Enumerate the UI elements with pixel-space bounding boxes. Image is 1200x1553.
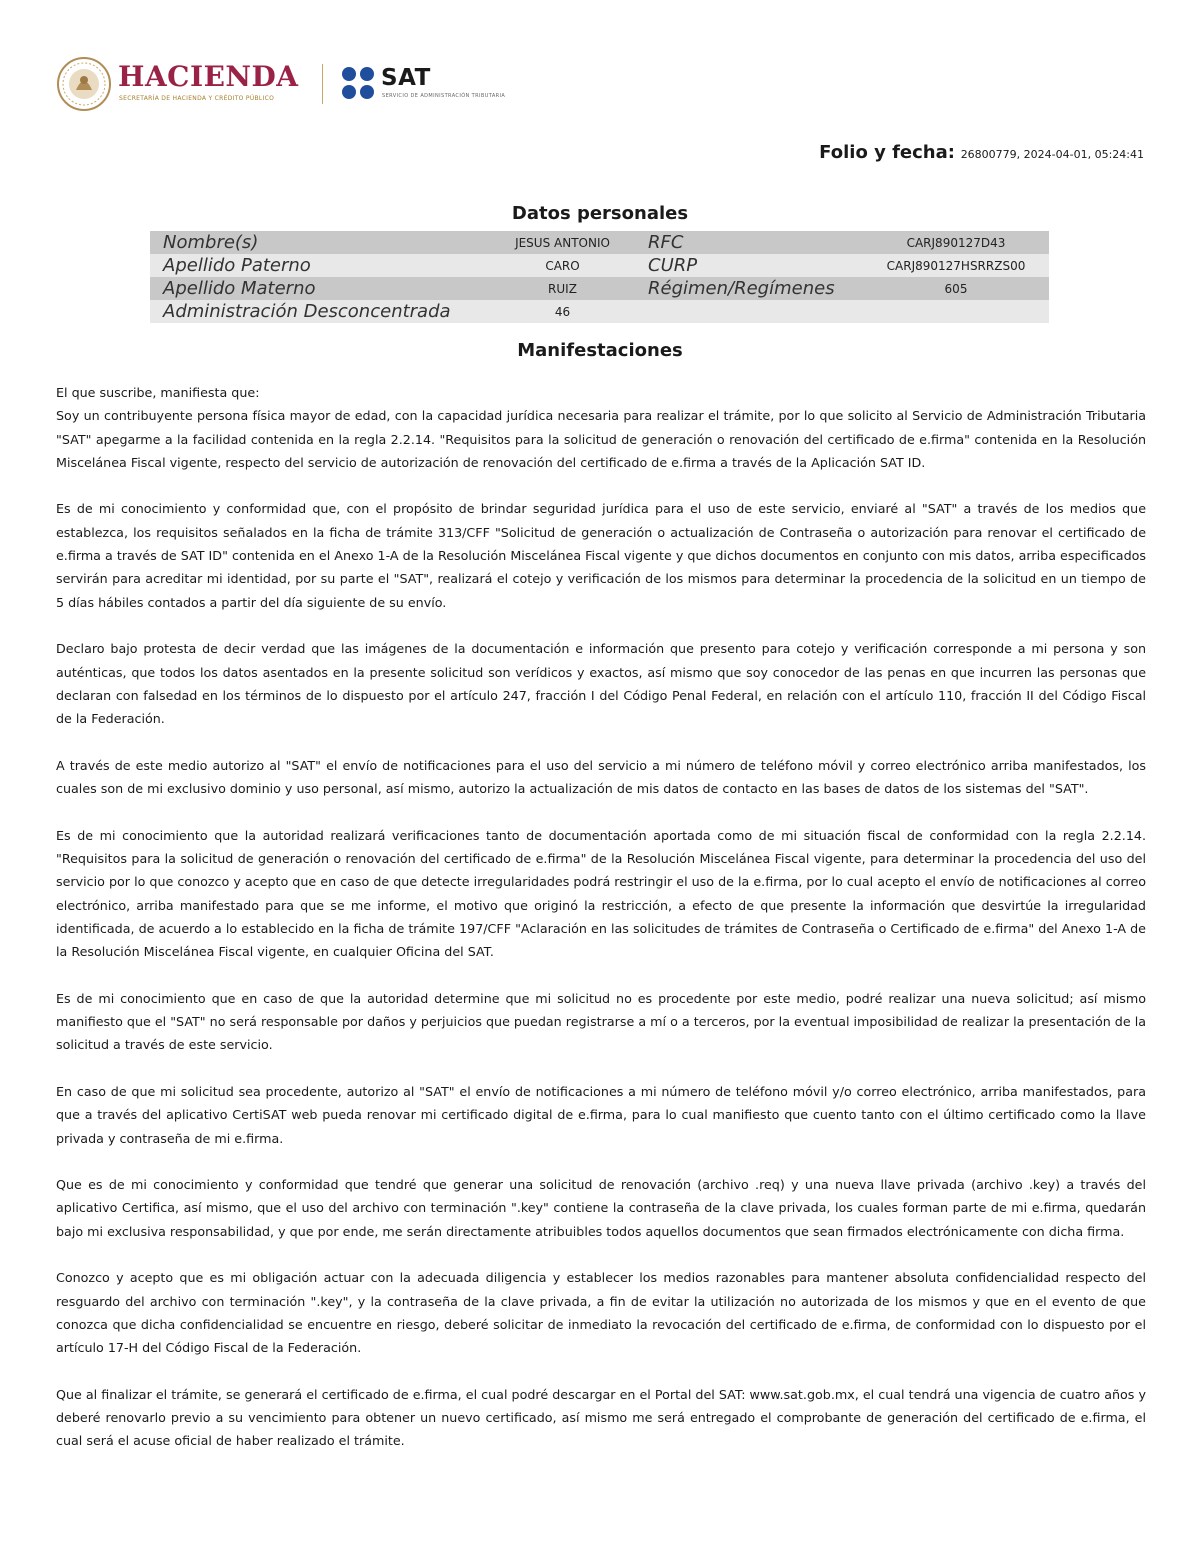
- paragraph: En caso de que mi solicitud sea procedente, autorizo al "SAT" el envío de notificaciones a mi número de teléfono móvil y/o correo electrónico, arriba manifestados, para que a través del aplicativo CertiSAT web pueda renovar mi certificado digital de e.firma, para lo cual manifiesto que cuento tanto con el último certificado como la llave privada y contraseña de mi e.firma.: [56, 1083, 1146, 1146]
- paragraph: Que al finalizar el trámite, se generará el certificado de e.firma, el cual podré descargar en el Portal del SAT: www.sat.gob.mx, el cual tendrá una vigencia de cuatro años y deberé renovarlo previo a su vencimiento para obtener un nuevo certificado, así mismo me será entregado el comprobante de generación del certificado de e.firma, el cual será el acuse oficial de haber realizado el trámite.: [56, 1386, 1146, 1449]
- paragraph: Es de mi conocimiento que en caso de que la autoridad determine que mi solicitud no es procedente por este medio, podré realizar una nueva solicitud; así mismo manifiesto que el "SAT" no será responsable por daños y perjuicios que puedan registrarse a mí o a terceros, por la eventual imposibilidad de realizar la presentación de la solicitud a través de este servicio.: [56, 990, 1146, 1053]
- regimen-label: Régimen/Regímenes: [635, 277, 863, 300]
- administracion-label: Administración Desconcentrada: [150, 300, 490, 323]
- table-row: [150, 300, 1049, 323]
- header-divider: [322, 64, 323, 104]
- sat-logo-icon: [340, 66, 378, 100]
- empty-label: [635, 300, 863, 323]
- datos-personales-table: [150, 231, 1049, 323]
- sat-logo-subtitle: SERVICIO DE ADMINISTRACIÓN TRIBUTARIA: [382, 93, 506, 99]
- manifestaciones-intro: El que suscribe, manifiesta que:: [56, 385, 260, 400]
- manifestaciones-body: [56, 381, 1146, 1476]
- apellido-materno-value: RUIZ: [490, 277, 635, 300]
- folio-fecha: [819, 142, 1144, 163]
- folio-value: 26800779, 2024-04-01, 05:24:41: [960, 148, 1144, 161]
- document-header: [56, 56, 556, 112]
- table-row: [150, 254, 1049, 277]
- datos-personales-title: Datos personales: [511, 203, 689, 224]
- table-row: [150, 277, 1049, 300]
- apellido-paterno-value: CARO: [490, 254, 635, 277]
- curp-label: CURP: [635, 254, 863, 277]
- folio-label: Folio y fecha:: [819, 142, 955, 163]
- rfc-value: CARJ890127D43: [863, 231, 1049, 254]
- paragraph: Conozco y acepto que es mi obligación actuar con la adecuada diligencia y establecer los medios razonables para mantener absoluta confidencialidad respecto del resguardo del archivo con terminación ".key", y la contraseña de la clave privada, a fin de evitar la utilización no autorizada de los mismos y que en el evento de que conozca que dicha confidencialidad se encuentre en riesgo, deberé solicitar de inmediato la revocación del certificado de e.firma, de conformidad con lo dispuesto por el artículo 17-H del Código Fiscal de la Federación.: [56, 1270, 1146, 1356]
- sat-logo-text: SAT: [381, 65, 431, 91]
- paragraph: Que es de mi conocimiento y conformidad que tendré que generar una solicitud de renovación (archivo .req) y una nueva llave privada (archivo .key) a través del aplicativo Certifica, así mismo, que el uso del archivo con terminación ".key" contiene la contraseña de la clave privada, los cuales forman parte de mi e.firma, quedarán bajo mi exclusiva responsabilidad, y que por ende, me serán directamente atribuibles todos aquellos documentos que sean firmados electrónicamente con dicha firma.: [56, 1177, 1146, 1239]
- regimen-value: 605: [863, 277, 1049, 300]
- manifestaciones-title: Manifestaciones: [517, 340, 683, 361]
- table-row: [150, 231, 1049, 254]
- apellido-paterno-label: Apellido Paterno: [150, 254, 490, 277]
- administracion-value: 46: [490, 300, 635, 323]
- national-seal-icon: [56, 56, 112, 112]
- paragraph: A través de este medio autorizo al "SAT" el envío de notificaciones para el uso del servicio a mi número de teléfono móvil y correo electrónico arriba manifestados, los cuales son de mi exclusivo dominio y uso personal, así mismo, autorizo la actualización de mis datos de contacto en las bases de datos de los sistemas del "SAT".: [56, 757, 1146, 797]
- curp-value: CARJ890127HSRRZS00: [863, 254, 1049, 277]
- empty-value: [863, 300, 1049, 323]
- apellido-materno-label: Apellido Materno: [150, 277, 490, 300]
- paragraph: Es de mi conocimiento que la autoridad realizará verificaciones tanto de documentación aportada como de mi situación fiscal de conformidad con la regla 2.2.14. "Requisitos para la solicitud de generación o renovación del certificado de e.firma" de la Resolución Miscelánea Fiscal vigente, para determinar la procedencia del uso del servicio por lo que conozco y acepto que en caso de que detecte irregularidades podrá restringir el uso de la e.firma, por lo cual acepto el envío de notificaciones al correo electrónico, arriba manifestado para que se me informe, el motivo que originó la restricción, a efecto de que presente la información que desvirtúe la irregularidad identificada, de acuerdo a lo establecido en la ficha de trámite 197/CFF "Aclaración en las solicitudes de trámites de Contraseña o Certificado de e.firma" del Anexo 1-A de la Resolución Miscelánea Fiscal vigente, en cualquier Oficina del SAT.: [56, 827, 1146, 960]
- nombre-label: Nombre(s): [150, 231, 490, 254]
- hacienda-logo-subtitle: SECRETARÍA DE HACIENDA Y CRÉDITO PÚBLICO: [119, 95, 275, 102]
- paragraph: Es de mi conocimiento y conformidad que, con el propósito de brindar seguridad jurídica para el uso de este servicio, enviaré al "SAT" a través de los medios que establezca, los requisitos señalados en la ficha de trámite 313/CFF "Solicitud de generación o actualización de Contraseña o autorización para renovar el certificado de e.firma a través de SAT ID" contenida en el Anexo 1-A de la Resolución Miscelánea Fiscal vigente y que dichos documentos en conjunto con mis datos, arriba especificados servirán para acreditar mi identidad, por su parte el "SAT", realizará el cotejo y verificación de los mismos para determinar la procedencia de la solicitud en un tiempo de 5 días hábiles contados a partir del día siguiente de su envío.: [56, 501, 1146, 610]
- paragraph: Soy un contribuyente persona física mayor de edad, con la capacidad jurídica necesaria para realizar el trámite, por lo que solicito al Servicio de Administración Tributaria "SAT" apegarme a la facilidad contenida en la regla 2.2.14. "Requisitos para la solicitud de generación o renovación del certificado de e.firma" contenida en la Resolución Miscelánea Fiscal vigente, respecto del servicio de autorización de renovación del certificado de e.firma a través de la Aplicación SAT ID.: [56, 408, 1146, 470]
- paragraph: Declaro bajo protesta de decir verdad que las imágenes de la documentación e información que presento para cotejo y verificación corresponde a mi persona y son auténticas, que todos los datos asentados en la presente solicitud son verídicos y exactos, así mismo que soy conocedor de las penas en que incurren las personas que declaran con falsedad en los términos de lo dispuesto por el artículo 247, fracción I del Código Penal Federal, en relación con el artículo 110, fracción II del Código Fiscal de la Federación.: [56, 641, 1146, 727]
- rfc-label: RFC: [635, 231, 863, 254]
- nombre-value: JESUS ANTONIO: [490, 231, 635, 254]
- hacienda-logo-text: HACIENDA: [118, 60, 299, 93]
